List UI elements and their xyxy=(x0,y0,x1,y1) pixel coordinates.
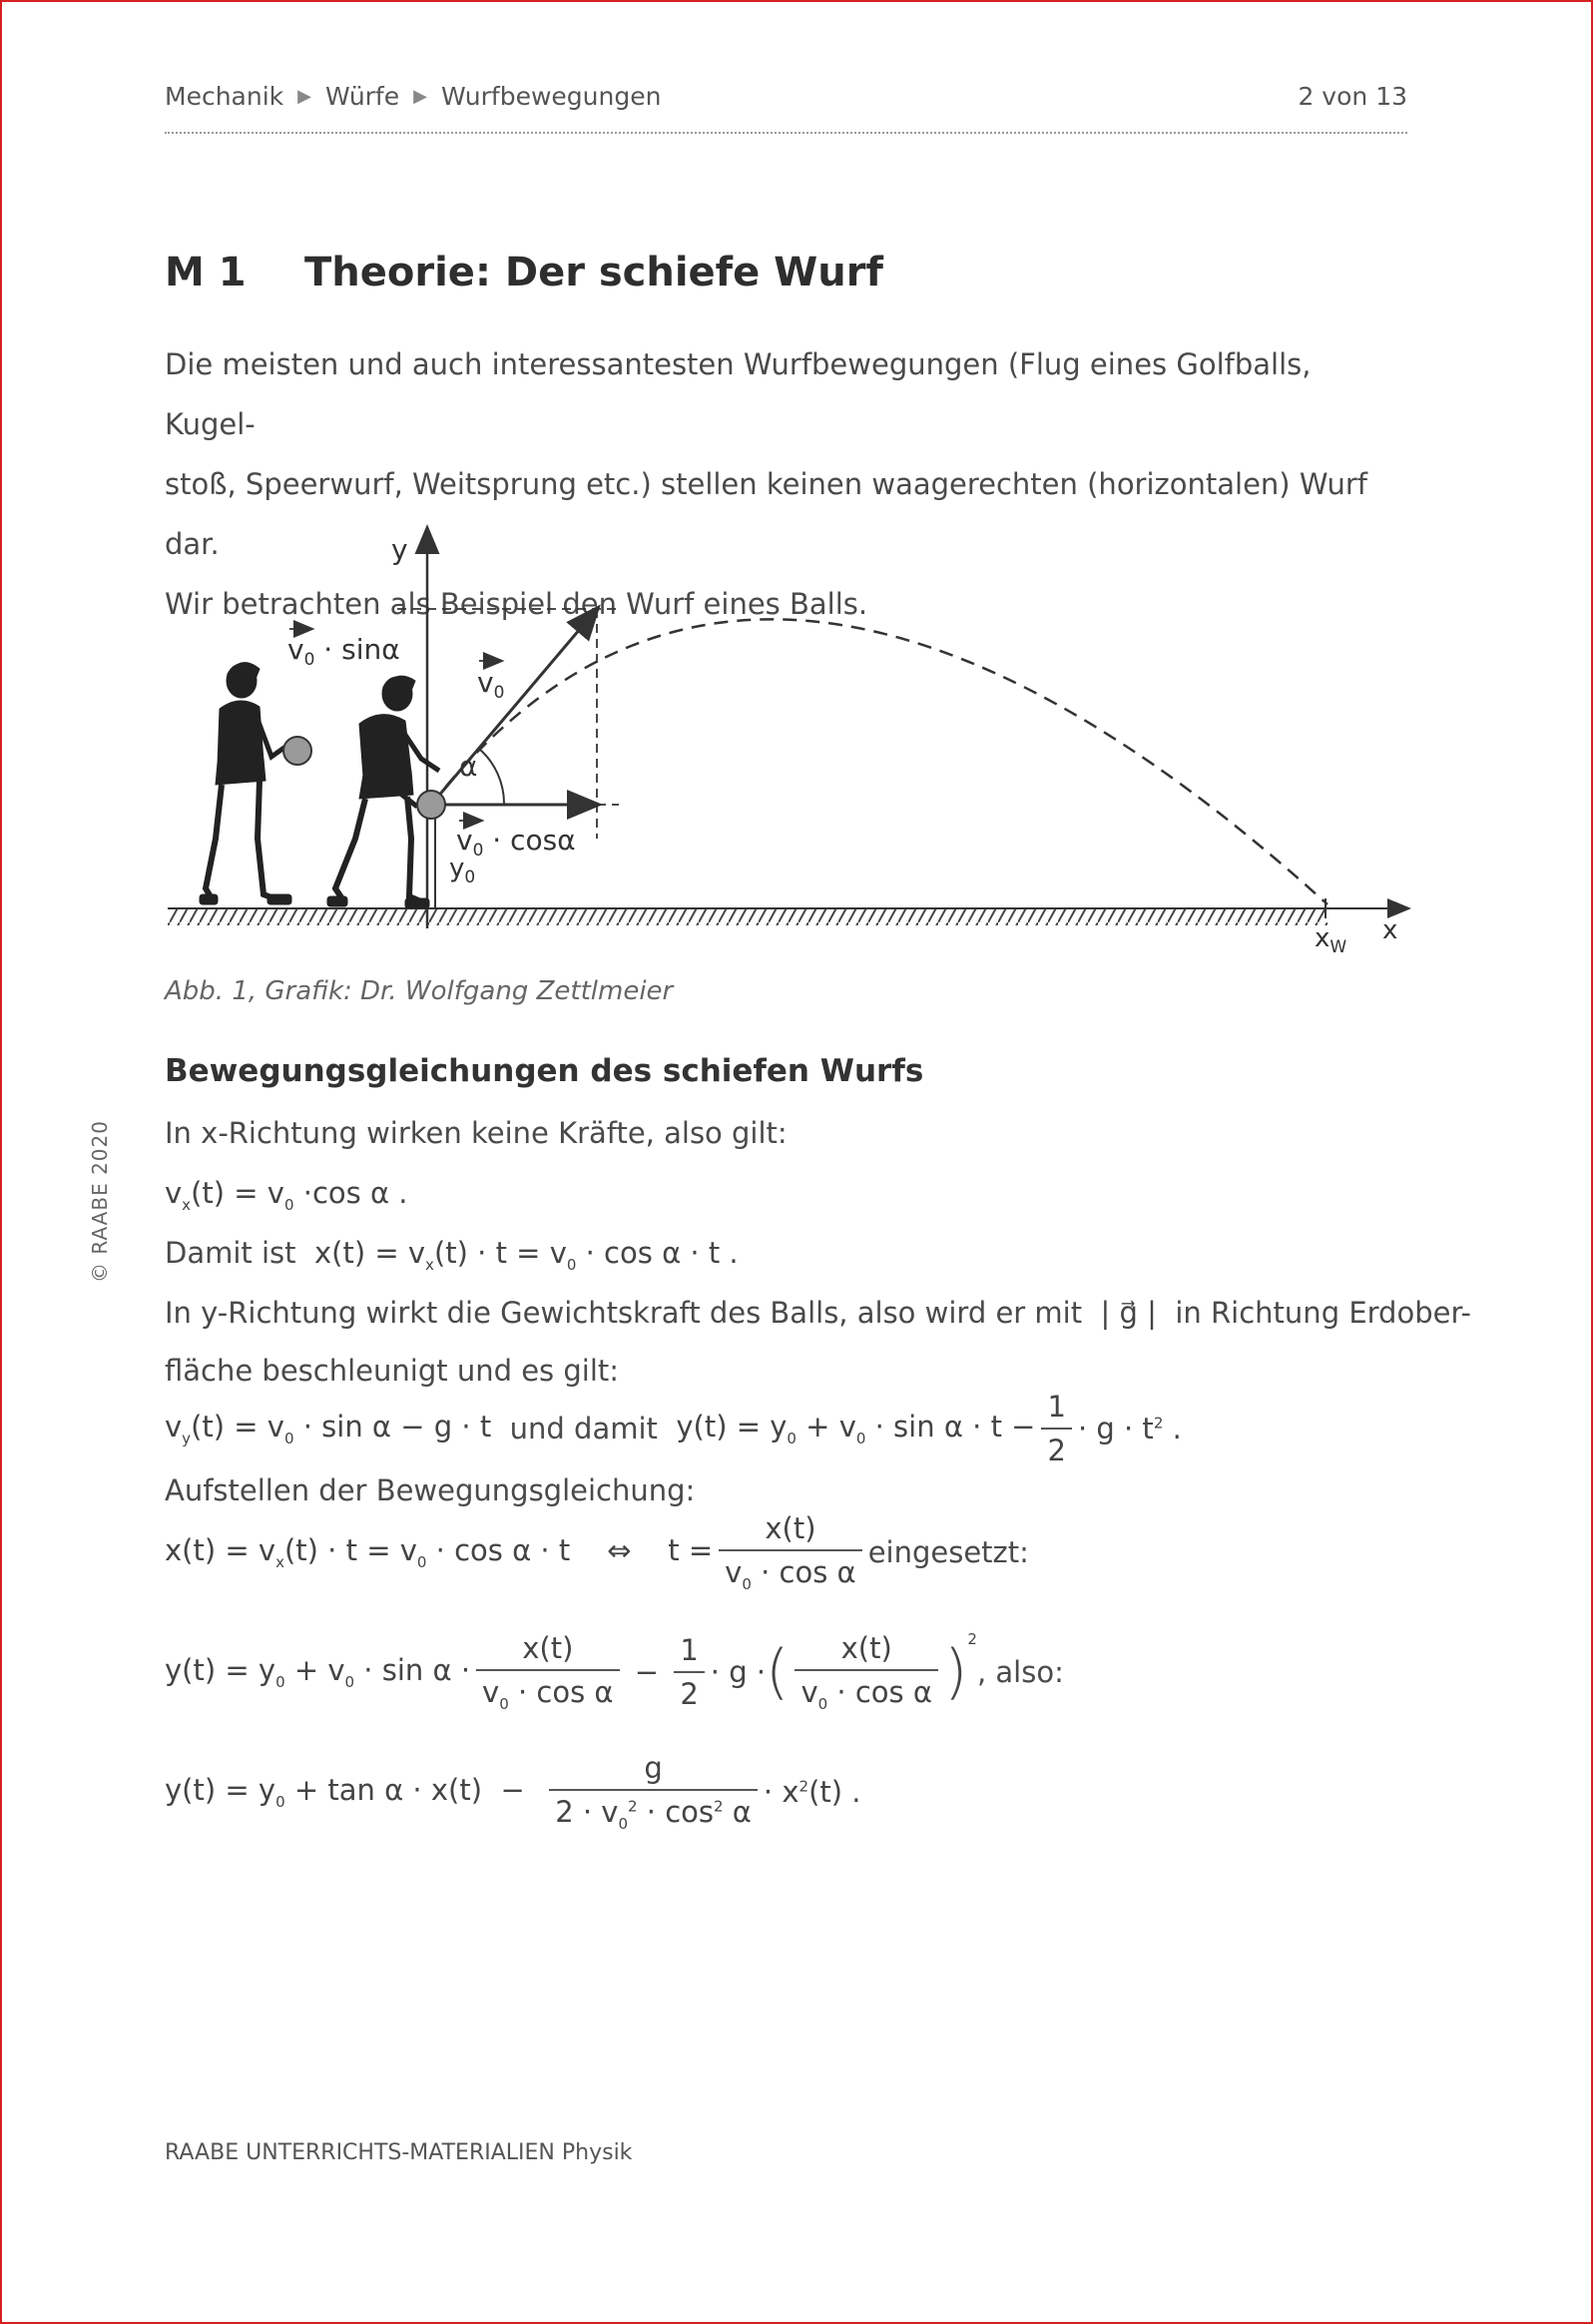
breadcrumb-item[interactable]: Mechanik xyxy=(165,82,284,111)
svg-text:v0: $v_0$ xyxy=(477,666,505,703)
text-y-direction-c: fläche beschleunigt und es gilt: xyxy=(165,1354,620,1388)
equation-vy: $v_y(t) = v_0 \cdot \sin \alpha - g \cdot t$ xyxy=(165,1410,510,1448)
equation-y-sub-a: $y(t) = y_0 + v_0 \cdot \sin \alpha$ · xyxy=(165,1653,471,1691)
intro-line: Die meisten und auch interessantesten Wurfbewegungen (Flug eines Golfballs, Kugel- xyxy=(165,347,1312,441)
equation-final-a: $y(t) = y_0 + \tan \alpha \cdot x(t)$ − xyxy=(165,1773,544,1811)
triangle-right-icon: ▶ xyxy=(297,86,311,107)
equation-vy-line xyxy=(165,1390,1182,1467)
label-v0 xyxy=(477,661,504,703)
fraction-t: $\frac{x(t)}{v_0 \cdot \cos \alpha}$ xyxy=(719,1511,862,1593)
equation-y-substituted-line: $y(t) = y_0 + v_0 \cdot \sin \alpha$ · $\frac{x(t)}{v_0 \cdot \cos \alpha}$ − $\frac{1}{2}$ · g · ( $\frac{x(t)}{v_0 \cdot \cos \alpha}$ ) 2 , also: xyxy=(165,1630,1064,1713)
side-copyright: © RAABE 2020 xyxy=(88,1120,112,1283)
header-divider xyxy=(165,132,1407,134)
subheading: Bewegungsgleichungen des schiefen Wurfs xyxy=(165,1053,924,1089)
equation-final-line xyxy=(165,1747,861,1837)
equation-y: $y(t) = y_0 + v_0 \cdot \sin \alpha \cdot t$ − xyxy=(657,1410,1036,1448)
thrower-figure-2 xyxy=(327,676,439,908)
text-also: , also: xyxy=(976,1655,1064,1689)
text-y-direction-b: in Richtung Erdober- xyxy=(1175,1296,1471,1330)
ball-2 xyxy=(417,791,445,819)
svg-text:v0 · sinα: $v_0 \cdot \sin\alpha$ xyxy=(287,633,400,670)
fraction-g-over: $\frac{g}{2 \cdot v_0^2 \cdot \cos^2 \alpha}$ xyxy=(549,1751,758,1833)
text-aufstellen: Aufstellen der Bewegungsgleichung: xyxy=(165,1473,696,1507)
page-indicator: 2 von 13 xyxy=(1298,82,1407,111)
fraction-x-over-vcos: $\frac{x(t)}{v_0 \cdot \cos \alpha}$ xyxy=(476,1631,620,1713)
equation-x-again: $x(t) = v_x(t) \cdot t = v_0 \cdot \cos \alpha \cdot t$ ⇔ t = xyxy=(165,1533,714,1571)
section-code: M 1 xyxy=(165,250,247,295)
section-title: Theorie: Der schiefe Wurf xyxy=(304,250,883,295)
equation-vx: $v_x(t) = v_0 \cdot\cos$ α . xyxy=(165,1176,408,1214)
alpha-label: α xyxy=(459,750,478,783)
text-y-direction-a: In y-Richtung wirkt die Gewichtskraft des Balls, also wird er mit xyxy=(165,1296,1083,1330)
y-axis-label: y xyxy=(391,533,408,566)
ball-1 xyxy=(283,737,311,765)
x-axis-label: x xyxy=(1382,915,1398,945)
label-v0-sin xyxy=(287,629,400,670)
equation-x: $x(t) = v_x(t) \cdot t = v_0 \cdot \cos \alpha \cdot t$ . xyxy=(304,1236,739,1274)
breadcrumb-item[interactable]: Würfe xyxy=(324,82,400,111)
breadcrumb-item[interactable]: Wurfbewegungen xyxy=(440,82,662,111)
thrower-figure-1 xyxy=(200,663,291,904)
text-damit-ist: Damit ist xyxy=(165,1236,296,1270)
triangle-right-icon: ▶ xyxy=(413,86,427,107)
text-und-damit: und damit xyxy=(509,1412,658,1446)
equation-t-line xyxy=(165,1507,1029,1597)
page-footer: RAABE UNTERRICHTS-MATERIALIEN Physik xyxy=(165,2140,633,2165)
figure-oblique-throw xyxy=(160,509,1417,978)
ground-hatch xyxy=(168,909,1328,925)
intro-line: stoß, Speerwurf, Weitsprung etc.) stellen keinen waagerechten (horizontalen) Wurf dar. xyxy=(165,467,1367,561)
intro-line: Wir betrachten als Beispiel den Wurf eines Balls. xyxy=(165,587,868,621)
section-heading xyxy=(165,250,883,295)
text-y-direction-line xyxy=(165,1296,1471,1330)
breadcrumb xyxy=(165,82,661,111)
svg-text:v0 · cosα: $v_0 \cdot \cos\alpha$ xyxy=(456,824,576,861)
equation-x-line xyxy=(165,1236,739,1274)
text-eingesetzt: eingesetzt: xyxy=(867,1535,1029,1569)
xw-label: $x_W$ xyxy=(1315,923,1347,957)
y0-label: $y_0$ xyxy=(449,854,476,887)
v0-vector xyxy=(431,609,597,805)
figure-caption: Abb. 1, Grafik: Dr. Wolfgang Zettlmeier xyxy=(165,976,674,1006)
text-x-direction: In x-Richtung wirken keine Kräfte, also gilt: xyxy=(165,1116,788,1150)
angle-arc xyxy=(479,749,504,805)
fraction-x-over-vcos-2: $\frac{x(t)}{v_0 \cdot \cos \alpha}$ xyxy=(795,1631,938,1713)
fraction-half: $\frac{1}{2}$ xyxy=(1041,1390,1071,1467)
equation-final-b: · $x^2(t)$ . xyxy=(763,1775,861,1809)
label-v0-cos xyxy=(456,821,576,861)
trajectory-curve xyxy=(431,619,1328,904)
equation-y-end: · $g \cdot t^2$ . xyxy=(1077,1412,1182,1446)
fraction-half-2: $\frac{1}{2}$ xyxy=(674,1633,704,1711)
g-magnitude: | g⃗ | xyxy=(1091,1296,1167,1330)
throw-diagram xyxy=(160,509,1417,978)
